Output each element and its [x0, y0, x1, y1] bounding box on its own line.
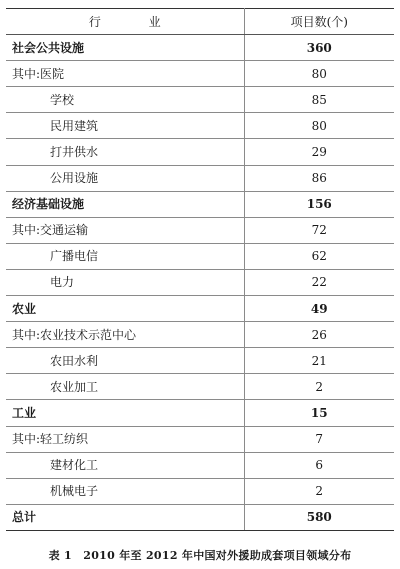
- project-table-container: [6, 8, 394, 531]
- table-row: [6, 139, 394, 165]
- industry-name: 其中:医院: [6, 61, 244, 87]
- industry-name: 学校: [6, 87, 244, 113]
- table-row: [6, 87, 394, 113]
- table-row: [6, 217, 394, 243]
- industry-name: 公用设施: [6, 165, 244, 191]
- category-name: 经济基础设施: [6, 191, 244, 217]
- project-count: 86: [244, 165, 394, 191]
- industry-name: 其中:交通运输: [6, 217, 244, 243]
- category-row: [6, 400, 394, 426]
- table-row: [6, 61, 394, 87]
- project-distribution-table: [6, 8, 394, 531]
- total-row: [6, 504, 394, 530]
- industry-name: 建材化工: [6, 452, 244, 478]
- project-count: 62: [244, 243, 394, 269]
- industry-name: 电力: [6, 269, 244, 295]
- category-name: 社会公共设施: [6, 35, 244, 61]
- industry-name: 广播电信: [6, 243, 244, 269]
- project-count: 22: [244, 269, 394, 295]
- category-row: [6, 296, 394, 322]
- project-count: 21: [244, 348, 394, 374]
- industry-name: 打井供水: [6, 139, 244, 165]
- industry-name: 其中:轻工纺织: [6, 426, 244, 452]
- header-industry: 行 业: [6, 9, 244, 35]
- category-count: 15: [244, 400, 394, 426]
- table-row: [6, 452, 394, 478]
- industry-name: 农业加工: [6, 374, 244, 400]
- project-count: 85: [244, 87, 394, 113]
- category-count: 49: [244, 296, 394, 322]
- project-count: 80: [244, 113, 394, 139]
- category-count: 156: [244, 191, 394, 217]
- industry-name: 其中:农业技术示范中心: [6, 322, 244, 348]
- industry-name: 机械电子: [6, 478, 244, 504]
- table-row: [6, 269, 394, 295]
- table-row: [6, 322, 394, 348]
- project-count: 80: [244, 61, 394, 87]
- table-row: [6, 374, 394, 400]
- category-name: 农业: [6, 296, 244, 322]
- table-row: [6, 165, 394, 191]
- category-row: [6, 35, 394, 61]
- header-project-count: 项目数(个): [244, 9, 394, 35]
- project-count: 26: [244, 322, 394, 348]
- project-count: 2: [244, 374, 394, 400]
- industry-name: 农田水利: [6, 348, 244, 374]
- category-row: [6, 191, 394, 217]
- table-row: [6, 243, 394, 269]
- project-count: 7: [244, 426, 394, 452]
- category-name: 工业: [6, 400, 244, 426]
- table-row: [6, 348, 394, 374]
- industry-name: 民用建筑: [6, 113, 244, 139]
- total-label: 总计: [6, 504, 244, 530]
- project-count: 6: [244, 452, 394, 478]
- table-row: [6, 426, 394, 452]
- table-row: [6, 478, 394, 504]
- table-body: [6, 35, 394, 505]
- project-count: 2: [244, 478, 394, 504]
- table-header-row: [6, 9, 394, 35]
- total-count: 580: [244, 504, 394, 530]
- table-caption: 表 1 2010 年至 2012 年中国对外援助成套项目领域分布: [48, 549, 352, 562]
- category-count: 360: [244, 35, 394, 61]
- table-row: [6, 113, 394, 139]
- project-count: 29: [244, 139, 394, 165]
- project-count: 72: [244, 217, 394, 243]
